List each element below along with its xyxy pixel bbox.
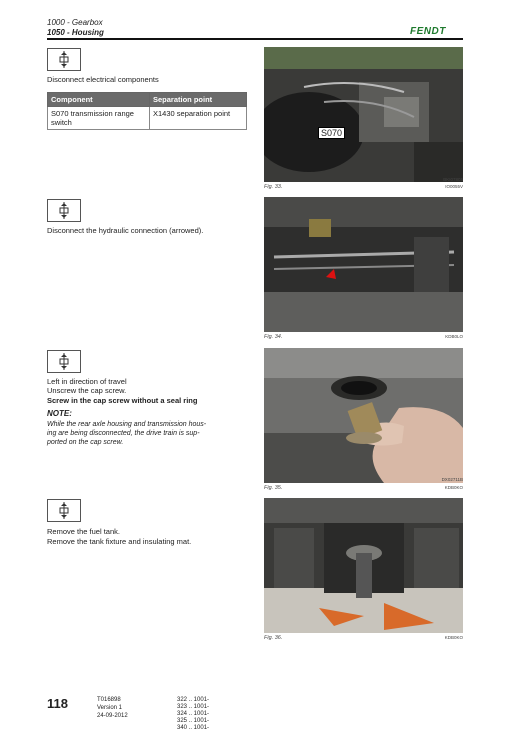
doc-date: 24-09-2012 bbox=[97, 713, 128, 719]
figure-code: DX02711B bbox=[441, 477, 463, 482]
serial-line: 323 .. 1001- bbox=[177, 704, 210, 710]
step4-line2: Remove the tank fixture and insulating mat. bbox=[47, 537, 192, 546]
table-header: Component bbox=[48, 93, 150, 107]
note-title: NOTE: bbox=[47, 409, 72, 418]
figure-34-photo bbox=[264, 197, 463, 332]
page-number: 118 bbox=[47, 696, 68, 711]
table-cell: X1430 separation point bbox=[150, 107, 247, 130]
work-step-icon bbox=[47, 48, 81, 71]
work-step-icon bbox=[47, 199, 81, 222]
header-divider bbox=[47, 38, 463, 40]
chapter-title: 1000 - Gearbox bbox=[47, 18, 103, 27]
section-title: 1050 - Housing bbox=[47, 28, 104, 37]
figure-code: BKI07805 bbox=[443, 177, 463, 182]
figure-caption: Fig. 36. bbox=[264, 635, 283, 641]
doc-number: T016898 bbox=[97, 697, 121, 703]
work-step-icon bbox=[47, 350, 81, 373]
table-header: Separation point bbox=[150, 93, 247, 107]
step2-text: Disconnect the hydraulic connection (arrowed). bbox=[47, 226, 204, 235]
note-line: ported on the cap screw. bbox=[47, 439, 124, 446]
note-line: While the rear axle housing and transmission hous- bbox=[47, 421, 207, 428]
doc-version: Version 1 bbox=[97, 705, 123, 711]
figure-label: S070 bbox=[318, 127, 345, 139]
serial-line: 322 .. 1001- bbox=[177, 697, 210, 703]
figure-caption: Fig. 35. bbox=[264, 485, 283, 491]
figure-code: IO0055V bbox=[445, 184, 463, 189]
step3-bold-line: Screw in the cap screw without a seal ring bbox=[47, 396, 198, 405]
brand-logo: FENDT bbox=[410, 26, 446, 37]
figure-code: KDB0KO bbox=[444, 635, 463, 640]
serial-line: 325 .. 1001- bbox=[177, 718, 210, 724]
table-row bbox=[48, 107, 247, 130]
table-cell: S070 transmission range switch bbox=[48, 107, 150, 130]
serial-line: 324 .. 1001- bbox=[177, 711, 210, 717]
step3-line1: Left in direction of travel bbox=[47, 377, 127, 386]
figure-caption: Fig. 34. bbox=[264, 334, 283, 340]
figure-36-photo bbox=[264, 498, 463, 633]
step1-text: Disconnect electrical components bbox=[47, 75, 159, 84]
figure-caption: Fig. 33. bbox=[264, 184, 283, 190]
note-line: ing are being disconnected, the drive train is sup- bbox=[47, 430, 200, 437]
component-table bbox=[47, 92, 247, 130]
figure-code: KDB0LO bbox=[445, 334, 463, 339]
step3-line2: Unscrew the cap screw. bbox=[47, 386, 127, 395]
figure-35-photo bbox=[264, 348, 463, 483]
figure-33-photo bbox=[264, 47, 463, 182]
work-step-icon bbox=[47, 499, 81, 522]
step4-line1: Remove the fuel tank. bbox=[47, 527, 120, 536]
serial-line: 340 .. 1001- bbox=[177, 725, 210, 731]
figure-code: KDB0KO bbox=[444, 485, 463, 490]
